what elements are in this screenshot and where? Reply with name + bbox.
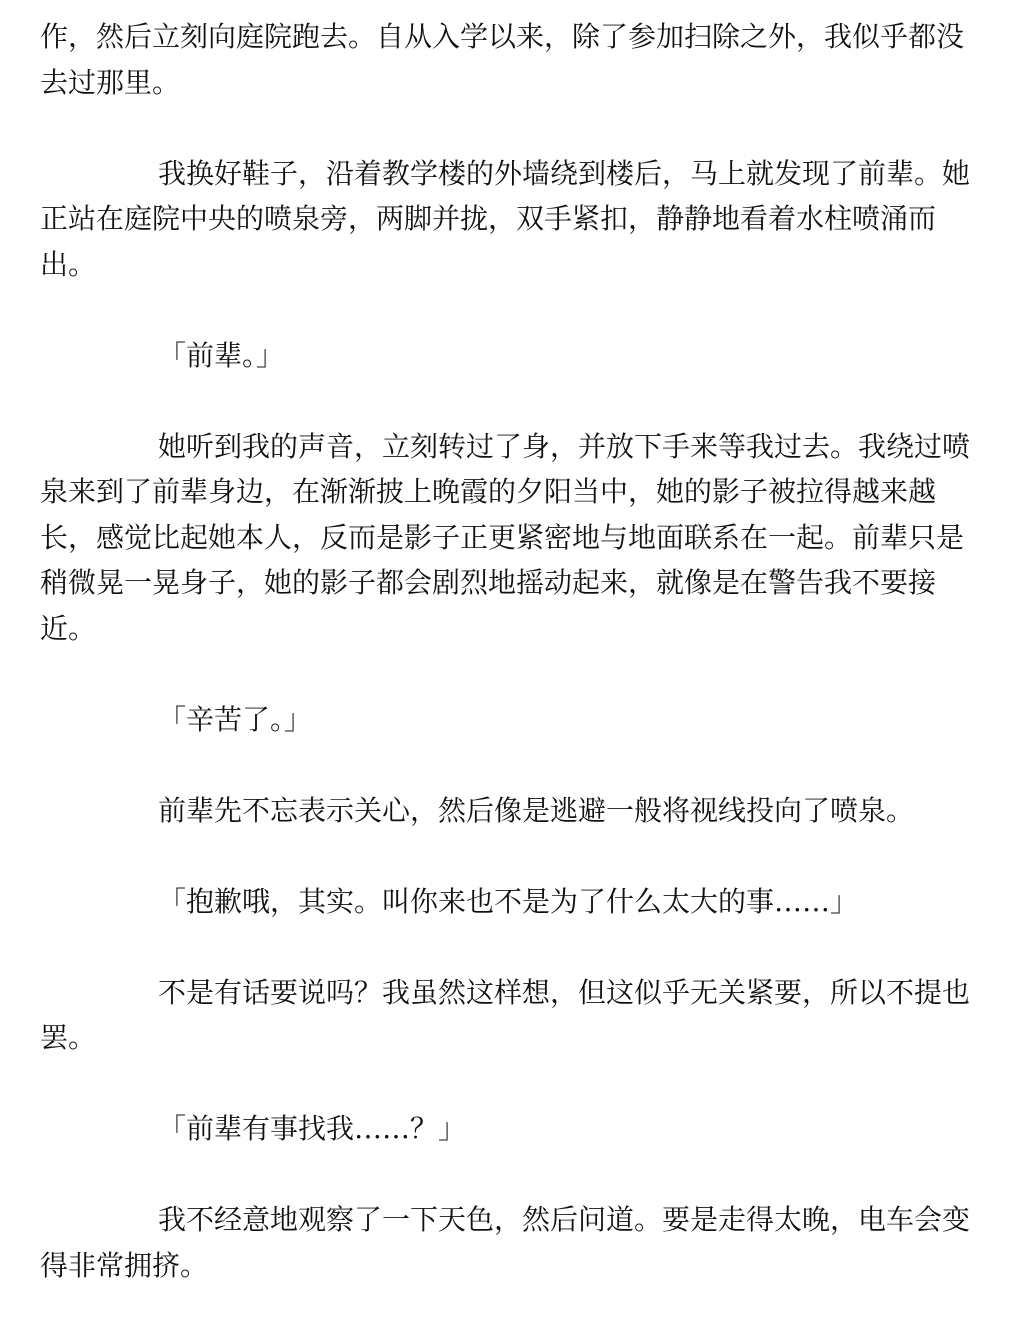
paragraph: 不是有话要说吗？我虽然这样想，但这似乎无关紧要，所以不提也罢。 xyxy=(40,975,971,1054)
paragraph: 我不经意地观察了一下天色，然后问道。要是走得太晚，电车会变得非常拥挤。 xyxy=(40,1203,971,1282)
paragraph: 她听到我的声音，立刻转过了身，并放下手来等我过去。我绕过喷泉来到了前辈身边，在渐渐披上晚霞的夕阳当中，她的影子被拉得越来越长，感觉比起她本人，反而是影子正更紧密地与地面联系在一起。前辈只是稍微晃一晃身子，她的影子都会剧烈地摇动起来，就像是在警告我不要接近。 xyxy=(40,429,971,645)
paragraph: 前辈先不忘表示关心，然后像是逃避一般将视线投向了喷泉。 xyxy=(158,793,915,827)
paragraph: 作，然后立刻向庭院跑去。自从入学以来，除了参加扫除之外，我似乎都没去过那里。 xyxy=(40,20,965,99)
dialogue-line: 「抱歉哦，其实。叫你来也不是为了什么太大的事……」 xyxy=(158,884,859,918)
paragraph: 我换好鞋子，沿着教学楼的外墙绕到楼后，马上就发现了前辈。她正站在庭院中央的喷泉旁，两脚并拢，双手紧扣，静静地看着水柱喷涌而出。 xyxy=(40,156,971,281)
novel-page xyxy=(40,14,982,1334)
dialogue-line: 「辛苦了。」 xyxy=(158,702,313,736)
dialogue-line: 「前辈有事找我……？」 xyxy=(158,1112,467,1145)
dialogue-line: 「前辈。」 xyxy=(158,338,285,372)
